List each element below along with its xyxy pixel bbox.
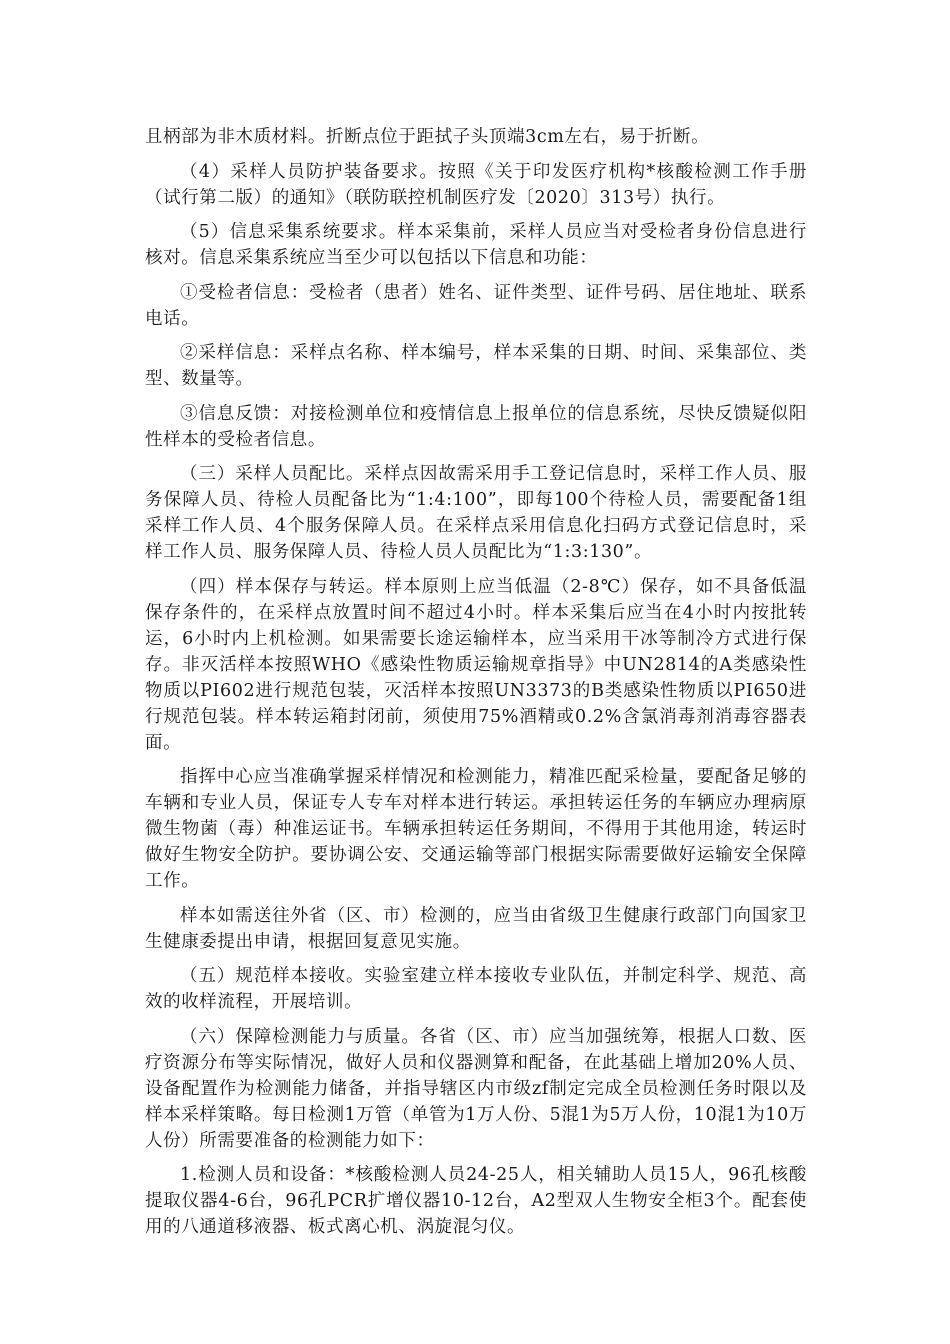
paragraph-8: （四）样本保存与转运。样本原则上应当低温（2-8℃）保存，如不具备低温保存条件的，在采样点放置时间不超过4小时。样本采集后应当在4小时内按批转运，6小时内上机检测。如果需要长途运输样本，应当采用干冰等制冷方式进行保存。非灭活样本按照WHO《感染性物质运输规章指导》中UN2814的A类感染性物质以PI602进行规范包装，灭活样本按照UN3373的B类感染性物质以PI650进行规范包装。样本转运箱封闭前，须使用75%酒精或0.2%含氯消毒剂消毒容器表面。	[145, 576, 807, 753]
paragraph-6: ③信息反馈：对接检测单位和疫情信息上报单位的信息系统，尽快反馈疑似阳性样本的受检者信息。	[145, 403, 807, 450]
paragraph-7: （三）采样人员配比。采样点因故需采用手工登记信息时，采样工作人员、服务保障人员、待检人员配备比为“1:4:100”，即每100个待检人员，需要配备1组采样工作人员、4个服务保障人员。在采样点采用信息化扫码方式登记信息时，采样工作人员、服务保障人员、待检人员人员配比为“1:3:130”。	[145, 464, 807, 562]
paragraph-4: ①受检者信息：受检者（患者）姓名、证件类型、证件号码、居住地址、联系电话。	[145, 282, 807, 329]
paragraph-1: 且柄部为非木质材料。折断点位于距拭子头顶端3cm左右，易于折断。	[145, 127, 710, 147]
paragraph-9: 指挥中心应当准确掌握采样情况和检测能力，精准匹配采检量，要配备足够的车辆和专业人员，保证专人专车对样本进行转运。承担转运任务的车辆应办理病原微生物菌（毒）种准运证书。车辆承担转运任务期间，不得用于其他用途，转运时做好生物安全防护。要协调公安、交通运输等部门根据实际需要做好运输安全保障工作。	[145, 767, 807, 891]
paragraph-11: （五）规范样本接收。实验室建立样本接收专业队伍，并制定科学、规范、高效的收样流程，开展培训。	[145, 966, 807, 1012]
paragraph-5: ②采样信息：采样点名称、样本编号，样本采集的日期、时间、采集部位、类型、数量等。	[145, 343, 807, 389]
document-body	[145, 124, 807, 1249]
paragraph-2: （4）采样人员防护装备要求。按照《关于印发医疗机构*核酸检测工作手册（试行第二版）的通知》（联防联控机制医疗发〔2020〕313号）执行。	[145, 161, 808, 208]
paragraph-10: 样本如需送往外省（区、市）检测的，应当由省级卫生健康行政部门向国家卫生健康委提出申请，根据回复意见实施。	[145, 905, 807, 952]
paragraph-13: 1.检测人员和设备：*核酸检测人员24-25人，相关辅助人员15人，96孔核酸提取仪器4-6台，96孔PCR扩增仪器10-12台，A2型双人生物安全柜3个。配套使用的八通道移液器、板式离心机、涡旋混匀仪。	[145, 1165, 807, 1237]
paragraph-12: （六）保障检测能力与质量。各省（区、市）应当加强统筹，根据人口数、医疗资源分布等实际情况，做好人员和仪器测算和配备，在此基础上增加20%人员、设备配置作为检测能力储备，并指导辖区内市级zf制定完成全员检测任务时限以及样本采样策略。每日检测1万管（单管为1万人份、5混1为5万人份，10混1为10万人份）所需要准备的检测能力如下：	[145, 1026, 807, 1151]
paragraph-3: （5）信息采集系统要求。样本采集前，采样人员应当对受检者身份信息进行核对。信息采集系统应当至少可以包括以下信息和功能：	[145, 222, 807, 268]
